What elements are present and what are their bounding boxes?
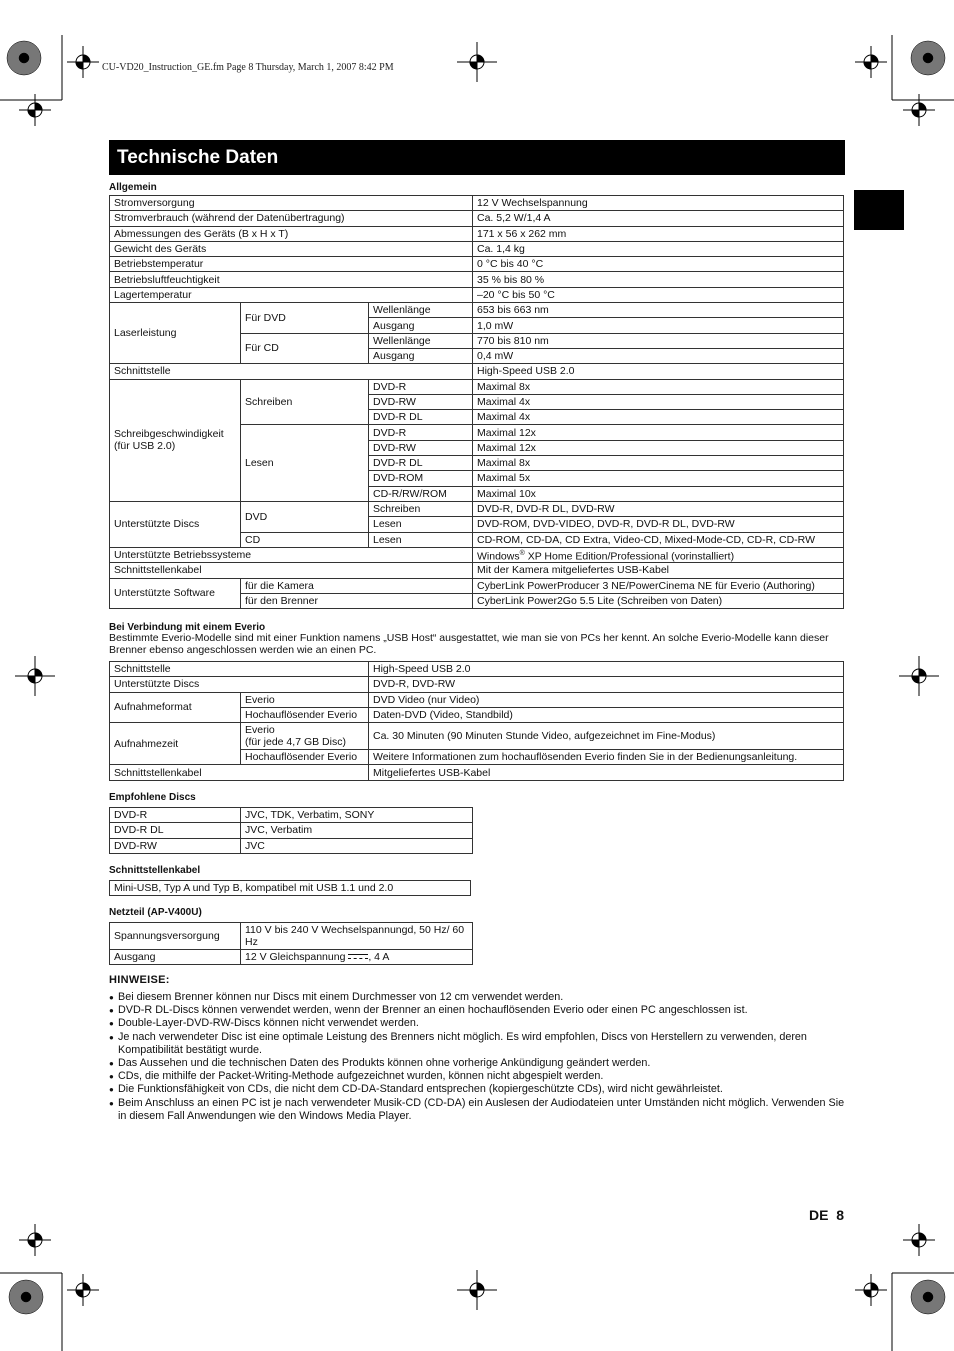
list-item: ● Beim Anschluss an einen PC ist je nach verwendeter Musik-CD (CD-DA) ein Auslesen der Audiodateien unter Umständen nicht möglich. Verwenden Sie in diesem Fall Anwendungen wie den Windows Media Player. <box>109 1097 849 1123</box>
disc-brands: JVC, Verbatim <box>241 823 473 838</box>
spec-sublabel: Lesen <box>241 425 369 501</box>
table-row <box>110 272 844 287</box>
spec-value <box>473 547 844 563</box>
spec-value: Mit der Kamera mitgeliefertes USB-Kabel <box>473 563 844 578</box>
media-type: DVD-RW <box>369 440 473 455</box>
spec-label: Unterstützte Betriebssysteme <box>110 547 473 563</box>
spec-label: Lagertemperatur <box>110 287 473 302</box>
media-type: DVD-R <box>369 425 473 440</box>
table-row <box>110 563 844 578</box>
media-type: CD-R/RW/ROM <box>369 486 473 501</box>
spec-label: Gewicht des Geräts <box>110 241 473 256</box>
spec-sublabel: Wellenlänge <box>369 303 473 318</box>
section-tab-marker <box>854 190 904 230</box>
table-row <box>110 287 844 302</box>
spec-label: Aufnahmeformat <box>110 692 241 723</box>
spec-value: 12 V Wechselspannung <box>473 196 844 211</box>
spec-label: Unterstützte Software <box>110 578 241 609</box>
table-row <box>110 196 844 211</box>
media-type: DVD-RW <box>369 394 473 409</box>
spec-sublabel: Lesen <box>369 532 473 547</box>
output-current: , 4 A <box>368 951 390 964</box>
spec-value: Maximal 4x <box>473 410 844 425</box>
spec-sublabel: für den Brenner <box>241 593 473 608</box>
list-item: ● DVD-R DL-Discs können verwendet werden, wenn der Brenner an einen hochauflösenden Everio oder einen PC angeschlossen ist. <box>109 1004 849 1017</box>
spec-sublabel <box>241 723 369 750</box>
spec-value: DVD-R, DVD-RW <box>369 677 844 692</box>
recommended-discs-table <box>109 807 473 854</box>
table-row <box>110 211 844 226</box>
section-label-cable: Schnittstellenkabel <box>109 865 201 876</box>
table-row <box>110 692 844 707</box>
spec-value: Maximal 8x <box>473 456 844 471</box>
spec-value: 653 bis 663 nm <box>473 303 844 318</box>
spec-label: Betriebstemperatur <box>110 257 473 272</box>
table-row <box>110 662 844 677</box>
spec-sublabel-main: Everio <box>245 724 275 737</box>
table-row <box>110 923 473 950</box>
table-row <box>110 241 844 256</box>
spec-value: Weitere Informationen zum hochauflösenden Everio finden Sie in der Bedienungsanleitung. <box>369 750 844 765</box>
disc-brands: JVC <box>241 838 473 853</box>
spec-value: Maximal 10x <box>473 486 844 501</box>
spec-value: Maximal 12x <box>473 425 844 440</box>
table-row <box>110 723 844 750</box>
page-number <box>809 1207 844 1223</box>
everio-intro: Bestimmte Everio-Modelle sind mit einer Funktion namens „USB Host“ ausgestattet, wie man sie von PCs her kennt. An solche Everio-Modelle kann dieser Brenner ebenso angeschlossen werden wie an einen PC. <box>109 632 829 656</box>
table-row <box>110 677 844 692</box>
spec-label: Stromversorgung <box>110 196 473 211</box>
section-label-recommended: Empfohlene Discs <box>109 792 196 803</box>
spec-sublabel: DVD <box>241 501 369 532</box>
spec-sublabel-note: (für jede 4,7 GB Disc) <box>245 736 346 749</box>
spec-label: Schnittstelle <box>110 662 369 677</box>
spec-sublabel: Hochauflösender Everio <box>241 750 369 765</box>
spec-label: Stromverbrauch (während der Datenübertragung) <box>110 211 473 226</box>
table-row <box>110 823 473 838</box>
spec-value: –20 °C bis 50 °C <box>473 287 844 302</box>
spec-value: 35 % bis 80 % <box>473 272 844 287</box>
spec-value: 110 V bis 240 V Wechselspannungd, 50 Hz/ 60 Hz <box>241 923 473 950</box>
dc-symbol-icon <box>348 953 368 961</box>
page-title: Technische Daten <box>109 140 845 175</box>
spec-label: Schnittstellenkabel <box>110 765 369 780</box>
list-item: ● Das Aussehen und die technischen Daten des Produkts können ohne vorherige Ankündigung geändert werden. <box>109 1057 849 1070</box>
spec-value: Daten-DVD (Video, Standbild) <box>369 707 844 722</box>
media-type: DVD-R DL <box>369 456 473 471</box>
list-item: ● Double-Layer-DVD-RW-Discs können nicht verwendet werden. <box>109 1017 849 1030</box>
spec-value: High-Speed USB 2.0 <box>473 364 844 379</box>
table-row <box>110 303 844 318</box>
spec-sublabel: für die Kamera <box>241 578 473 593</box>
table-row <box>110 501 844 516</box>
spec-label: Ausgang <box>110 950 241 965</box>
section-label-adapter: Netzteil (AP-V400U) <box>109 907 202 918</box>
table-row <box>110 379 844 394</box>
spec-value <box>241 950 473 965</box>
notes-list <box>109 991 849 1123</box>
spec-sublabel: Ausgang <box>369 348 473 363</box>
spec-sublabel: Ausgang <box>369 318 473 333</box>
cable-table <box>109 880 471 896</box>
general-specs-table <box>109 195 844 609</box>
spec-label: Unterstützte Discs <box>110 677 369 692</box>
os-name: Windows <box>477 550 520 563</box>
everio-specs-table <box>109 661 844 781</box>
spec-label: Laserleistung <box>110 303 241 364</box>
spec-label: Spannungsversorgung <box>110 923 241 950</box>
media-type: DVD-ROM <box>369 471 473 486</box>
section-label-everio: Bei Verbindung mit einem Everio <box>109 622 266 633</box>
spec-sublabel: CD <box>241 532 369 547</box>
spec-sublabel: Hochauflösender Everio <box>241 707 369 722</box>
table-row <box>110 950 473 965</box>
disc-brands: JVC, TDK, Verbatim, SONY <box>241 808 473 823</box>
os-edition: XP Home Edition/Professional (vorinstalliert) <box>524 550 735 563</box>
spec-value: 0 °C bis 40 °C <box>473 257 844 272</box>
spec-value: 1,0 mW <box>473 318 844 333</box>
spec-value: DVD Video (nur Video) <box>369 692 844 707</box>
spec-value: CyberLink Power2Go 5.5 Lite (Schreiben von Daten) <box>473 593 844 608</box>
spec-label: Schreibgeschwindigkeit (für USB 2.0) <box>110 379 241 501</box>
spec-value: Maximal 8x <box>473 379 844 394</box>
spec-sublabel: Lesen <box>369 517 473 532</box>
spec-value: DVD-R, DVD-R DL, DVD-RW <box>473 501 844 516</box>
spec-value: 770 bis 810 nm <box>473 333 844 348</box>
table-row <box>110 364 844 379</box>
file-info-header: CU-VD20_Instruction_GE.fm Page 8 Thursday, March 1, 2007 8:42 PM <box>102 62 394 73</box>
adapter-table <box>109 922 473 965</box>
table-row <box>110 226 844 241</box>
section-label-general: Allgemein <box>109 182 157 193</box>
table-row <box>110 547 844 563</box>
spec-value: Maximal 4x <box>473 394 844 409</box>
spec-value: Ca. 1,4 kg <box>473 241 844 256</box>
spec-sublabel: Wellenlänge <box>369 333 473 348</box>
spec-value: Mitgeliefertes USB-Kabel <box>369 765 844 780</box>
spec-sublabel: Für DVD <box>241 303 369 334</box>
spec-value: Ca. 5,2 W/1,4 A <box>473 211 844 226</box>
spec-value: Ca. 30 Minuten (90 Minuten Stunde Video, aufgezeichnet im Fine-Modus) <box>369 723 844 750</box>
table-row <box>110 257 844 272</box>
spec-value: DVD-ROM, DVD-VIDEO, DVD-R, DVD-R DL, DVD-RW <box>473 517 844 532</box>
spec-sublabel: Schreiben <box>369 501 473 516</box>
spec-label: Aufnahmezeit <box>110 723 241 765</box>
list-item: ● Je nach verwendeter Disc ist eine optimale Leistung des Brenners nicht möglich. Es wird empfohlen, Discs von Herstellern zu verwenden, deren Kompatibilität bestätigt wurde. <box>109 1031 849 1057</box>
spec-sublabel: Everio <box>241 692 369 707</box>
registered-mark: ® <box>519 549 525 557</box>
spec-label: Unterstützte Discs <box>110 501 241 547</box>
page-number-value: 8 <box>836 1207 845 1223</box>
spec-label: Schnittstellenkabel <box>110 563 473 578</box>
spec-value: Maximal 12x <box>473 440 844 455</box>
list-item: ● Bei diesem Brenner können nur Discs mit einem Durchmesser von 12 cm verwendet werden. <box>109 991 849 1004</box>
table-row <box>110 765 844 780</box>
list-item: ● CDs, die mithilfe der Packet-Writing-Methode aufgezeichnet wurden, können nicht abgespielt werden. <box>109 1070 849 1083</box>
spec-value: Maximal 5x <box>473 471 844 486</box>
table-row <box>110 578 844 593</box>
disc-type: DVD-R <box>110 808 241 823</box>
spec-label: Schnittstelle <box>110 364 473 379</box>
disc-type: DVD-RW <box>110 838 241 853</box>
disc-type: DVD-R DL <box>110 823 241 838</box>
media-type: DVD-R DL <box>369 410 473 425</box>
list-item: ● Die Funktionsfähigkeit von CDs, die nicht dem CD-DA-Standard entsprechen (kopiergeschützte CDs), wird nicht gewährleistet. <box>109 1083 849 1096</box>
spec-sublabel: Schreiben <box>241 379 369 425</box>
spec-value: 0,4 mW <box>473 348 844 363</box>
notes-title: HINWEISE: <box>109 974 170 986</box>
spec-label: Betriebsluftfeuchtigkeit <box>110 272 473 287</box>
table-row <box>110 838 473 853</box>
spec-label: Abmessungen des Geräts (B x H x T) <box>110 226 473 241</box>
spec-sublabel: Für CD <box>241 333 369 364</box>
spec-value: CyberLink PowerProducer 3 NE/PowerCinema NE für Everio (Authoring) <box>473 578 844 593</box>
table-row <box>110 881 471 896</box>
spec-value: 171 x 56 x 262 mm <box>473 226 844 241</box>
cable-spec: Mini-USB, Typ A und Typ B, kompatibel mit USB 1.1 und 2.0 <box>110 881 471 896</box>
table-row <box>110 808 473 823</box>
output-voltage: 12 V Gleichspannung <box>245 951 346 964</box>
media-type: DVD-R <box>369 379 473 394</box>
spec-value: High-Speed USB 2.0 <box>369 662 844 677</box>
spec-value: CD-ROM, CD-DA, CD Extra, Video-CD, Mixed-Mode-CD, CD-R, CD-RW <box>473 532 844 547</box>
page-language: DE <box>809 1207 829 1223</box>
